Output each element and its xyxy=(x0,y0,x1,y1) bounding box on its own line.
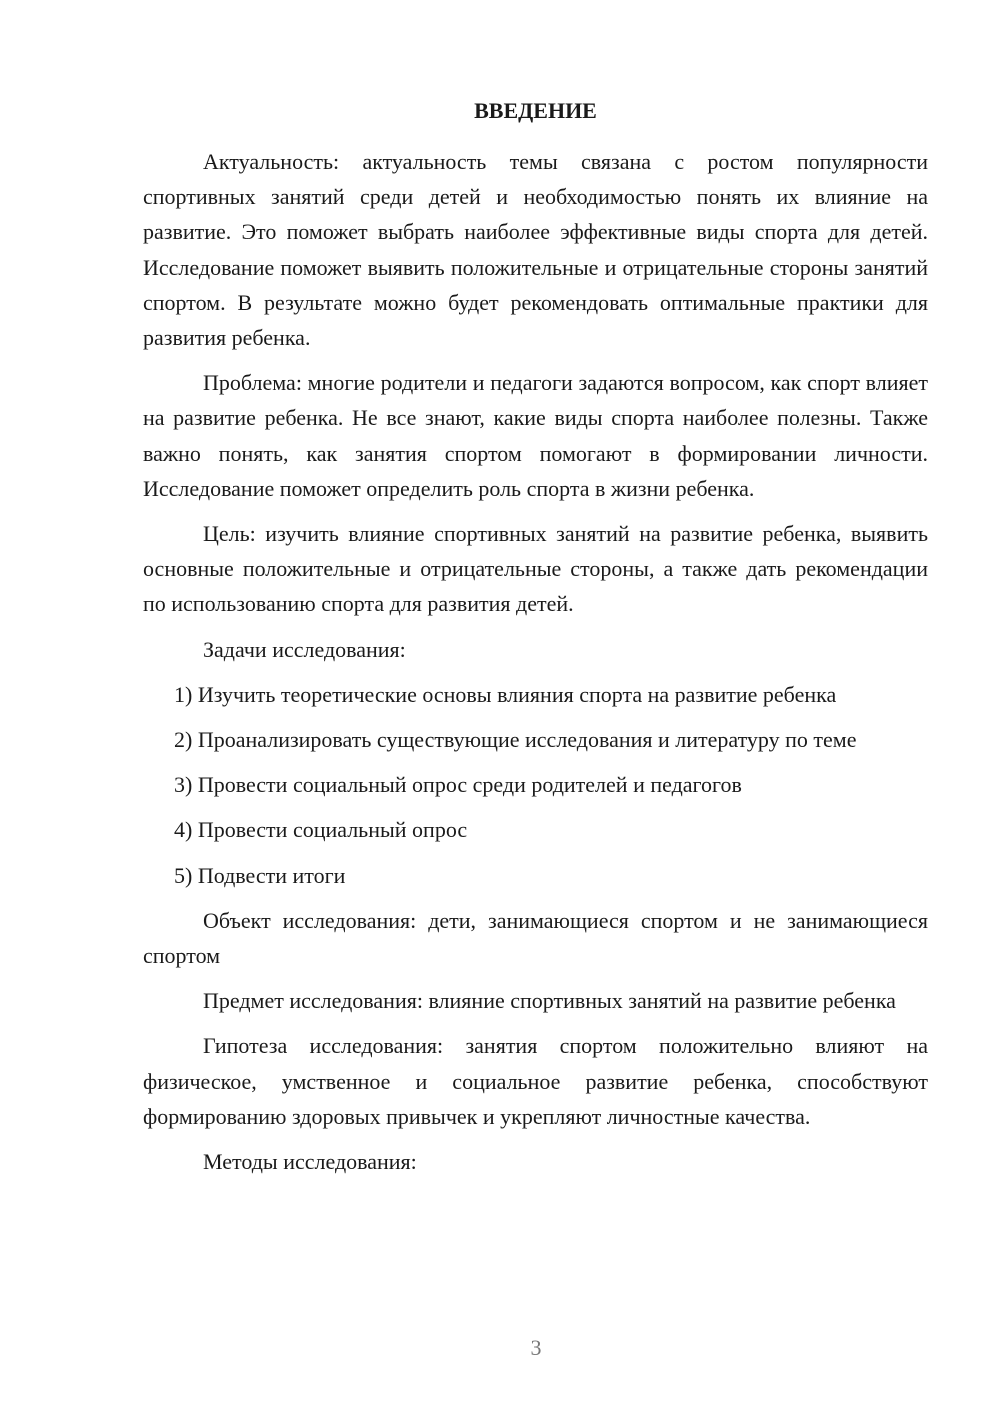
task-item-1: 1) Изучить теоретические основы влияния спорта на развитие ребенка xyxy=(174,681,837,707)
page-content xyxy=(143,98,928,1189)
methods-title: Методы исследования: xyxy=(203,1149,417,1175)
task-item-4: 4) Провести социальный опрос xyxy=(174,817,468,843)
hypothesis-paragraph: Гипотеза исследования: занятия спортом положительно влияют на физическое, умственное и социальное развитие ребенка, способствуют формированию здоровых привычек и укрепляют личностные качества. xyxy=(143,1033,928,1129)
page-title: ВВЕДЕНИЕ xyxy=(474,98,597,123)
object-paragraph: Объект исследования: дети, занимающиеся спортом и не занимающиеся спортом xyxy=(143,907,928,969)
tasks-title: Задачи исследования: xyxy=(203,636,406,662)
task-item-2: 2) Проанализировать существующие исследования и литературу по теме xyxy=(174,727,857,753)
task-item-5: 5) Подвести итоги xyxy=(174,862,346,888)
task-item-3: 3) Провести социальный опрос среди родителей и педагогов xyxy=(174,772,742,798)
subject-paragraph: Предмет исследования: влияние спортивных занятий на развитие ребенка xyxy=(203,988,896,1014)
goal-paragraph: Цель: изучить влияние спортивных занятий на развитие ребенка, выявить основные положительные и отрицательные стороны, а также дать рекомендации по использованию спорта для развития детей. xyxy=(143,521,928,617)
problem-paragraph: Проблема: многие родители и педагоги задаются вопросом, как спорт влияет на развитие ребенка. Не все знают, какие виды спорта наиболее полезны. Также важно понять, как занятия спортом помогают в формировании личности. Исследование поможет определить роль спорта в жизни ребенка. xyxy=(143,370,928,501)
page-number: 3 xyxy=(530,1335,542,1360)
relevance-paragraph: Актуальность: актуальность темы связана с ростом популярности спортивных занятий среди детей и необходимостью понять их влияние на развитие. Это поможет выбрать наиболее эффективные виды спорта для детей. Исследование поможет выявить положительные и отрицательные стороны занятий спортом. В результате можно будет рекомендовать оптимальные практики для развития ребенка. xyxy=(143,149,928,351)
